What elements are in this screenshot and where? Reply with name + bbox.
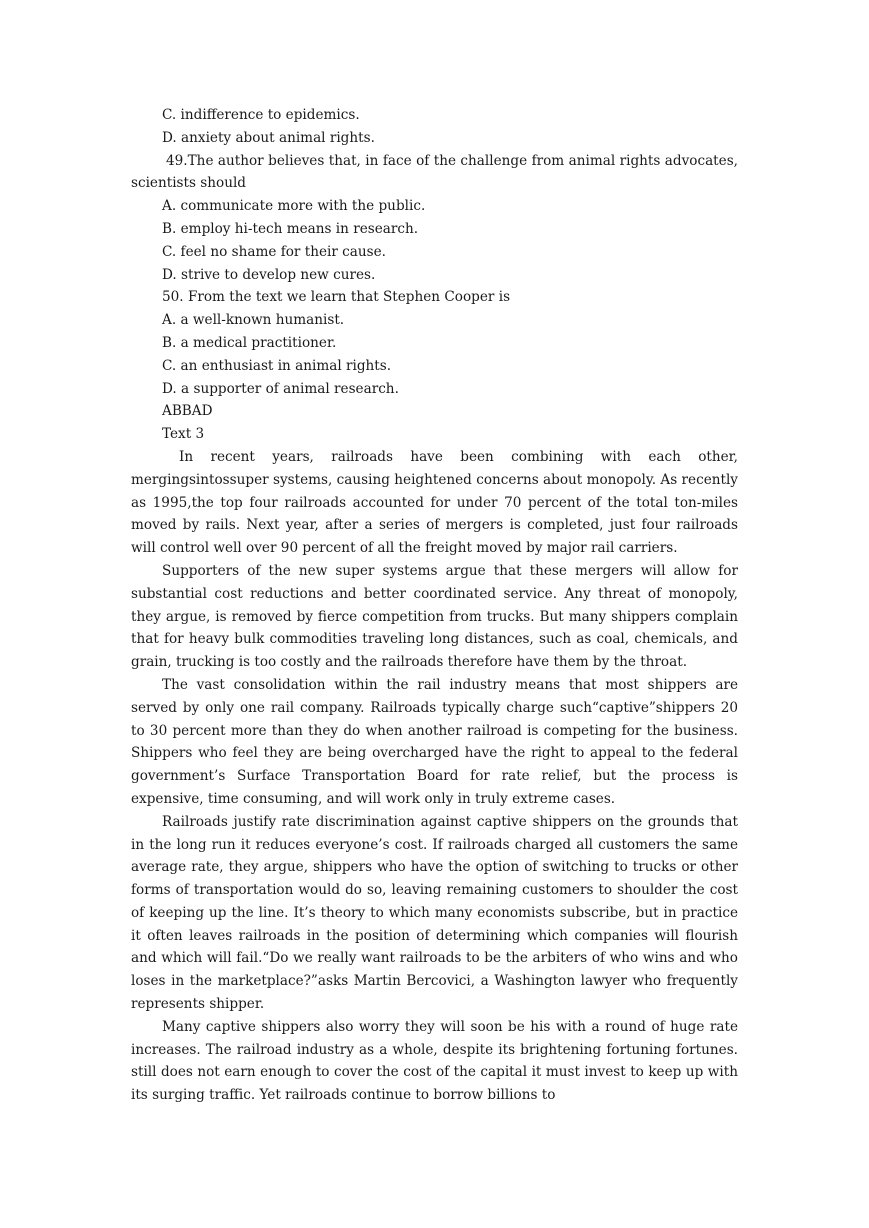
q50-option-a: A. a well-known humanist.: [162, 312, 345, 329]
paragraph-5: Many captive shippers also worry they will soon be his with a round of huge rate increases. The railroad industry as a whole, despite its brightening fortuning fortunes. still does not earn enough to cover the cost of the capital it must invest to keep up with its surging traffic. Yet railroads continue to borrow billions to: [131, 1018, 738, 1104]
paragraph-4: Railroads justify rate discrimination against captive shippers on the grounds that in the long run it reduces everyone’s cost. If railroads charged all customers the same average rate, they argue, shippers who have the option of switching to trucks or other forms of transportation would do so, leaving remaining customers to shoulder the cost of keeping up the line. It’s theory to which many economists subscribe, but in practice it often leaves railroads in the position of determining which companies will flourish and which will fail.“Do we really want railroads to be the arbiters of who wins and who loses in the marketplace?”asks Martin Bercovici, a Washington lawyer who frequently represents shipper.: [131, 813, 738, 1013]
paragraph-2: Supporters of the new super systems argue that these mergers will allow for substantial cost reductions and better coordinated service. Any threat of monopoly, they argue, is removed by fierce competition from trucks. But many shippers complain that for heavy bulk commodities traveling long distances, such as coal, chemicals, and grain, trucking is too costly and the railroads therefore have them by the throat.: [131, 562, 738, 671]
q50-option-d: D. a supporter of animal research.: [162, 380, 399, 397]
q50-option-b: B. a medical practitioner.: [162, 334, 337, 351]
q48-option-c: C. indifference to epidemics.: [162, 107, 360, 123]
q49-option-c: C. feel no shame for their cause.: [162, 243, 386, 260]
q50-stem: 50. From the text we learn that Stephen Cooper is: [162, 289, 511, 306]
q50-option-c: C. an enthusiast in animal rights.: [162, 357, 392, 374]
paragraph-3: The vast consolidation within the rail industry means that most shippers are served by only one rail company. Railroads typically charge such“captive”shippers 20 to 30 percent more than they do when another railroad is competing for the business. Shippers who feel they are being overcharged have the right to appeal to the federal government’s Surface Transportation Board for rate relief, but the process is expensive, time consuming, and will work only in truly extreme cases.: [131, 676, 738, 807]
q49-option-b: B. employ hi-tech means in research.: [162, 220, 419, 237]
document-page: [131, 104, 738, 1107]
q48-option-d: D. anxiety about animal rights.: [162, 129, 375, 146]
text-heading: Text 3: [162, 426, 205, 443]
q49-option-d: D. strive to develop new cures.: [162, 266, 376, 283]
q49-option-a: A. communicate more with the public.: [162, 198, 426, 215]
paragraph-1: In recent years, railroads have been combining with each other, mergingsintossuper systems, causing heightened concerns about monopoly. As recently as 1995,the top four railroads accounted for under 70 percent of the total ton-miles moved by rails. Next year, after a series of mergers is completed, just four railroads will control well over 90 percent of all the freight moved by major rail carriers.: [131, 448, 738, 557]
answer-key: ABBAD: [162, 403, 213, 420]
q49-stem: 49.The author believes that, in face of the challenge from animal rights advocates, scientists should: [131, 152, 738, 192]
